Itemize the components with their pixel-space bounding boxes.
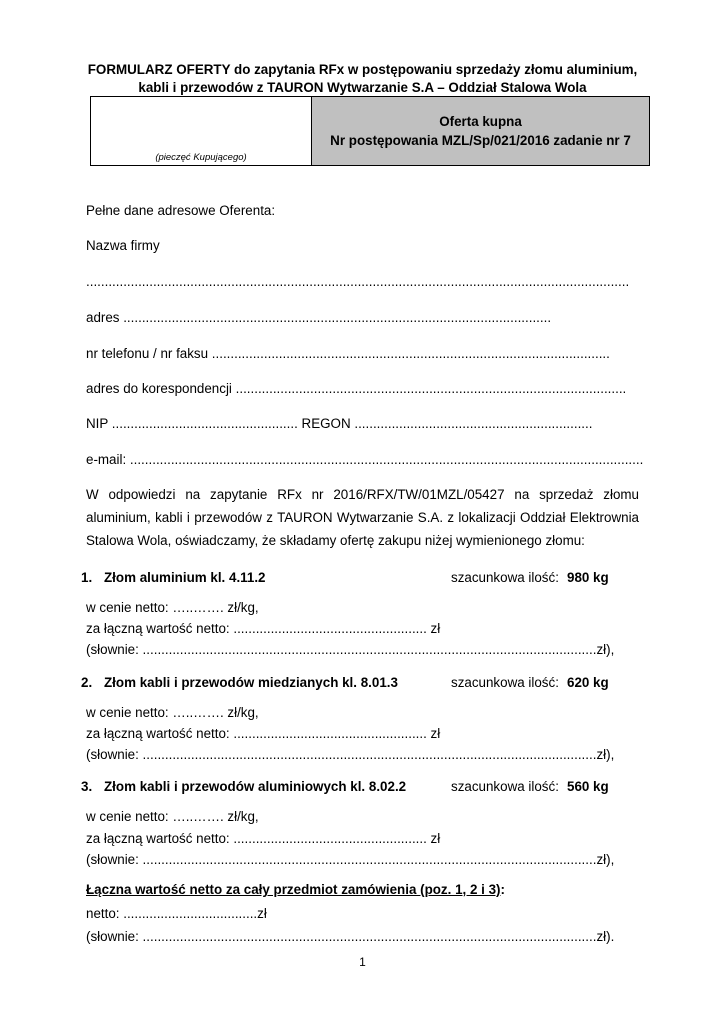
total-heading-colon: :: [500, 882, 505, 897]
item-1-name: Złom aluminium kl. 4.11.2: [104, 570, 266, 585]
item-3-qty-value: 560 kg: [567, 779, 609, 794]
intro-line-2: aluminium, kabli i przewodów z TAURON Wytwarzanie S.A. z lokalizacji Oddział Elektrownia: [86, 510, 639, 525]
page-number: 1: [359, 955, 366, 969]
total-net-field[interactable]: netto: ....................................zł: [86, 906, 267, 921]
item-1-qty-label: szacunkowa ilość:: [451, 570, 559, 585]
total-words-field[interactable]: (słownie: ..........................................................................................................................zł).: [86, 929, 615, 944]
company-name-field[interactable]: ..................................................................................................................................................: [86, 274, 630, 289]
item-3-name: Złom kabli i przewodów aluminiowych kl. 8.02.2: [104, 779, 407, 794]
buyer-stamp-cell: [91, 97, 312, 165]
item-1-number: 1.: [81, 570, 93, 585]
form-title-line-2: kabli i przewodów z TAURON Wytwarzanie S.A – Oddział Stalowa Wola: [138, 80, 587, 95]
email-field[interactable]: e-mail: ..........................................................................................................................................: [86, 452, 644, 467]
item-3-words-field[interactable]: (słownie: ..........................................................................................................................zł),: [86, 852, 615, 867]
form-title-line-1: FORMULARZ OFERTY do zapytania RFx w postępowaniu sprzedaży złomu aluminium,: [87, 62, 638, 77]
item-3-number: 3.: [81, 779, 93, 794]
correspondence-address-field[interactable]: adres do korespondencji .........................................................................................................: [86, 381, 627, 396]
item-2-total-field[interactable]: za łączną wartość netto: .................................................... zł: [86, 726, 441, 741]
item-2-qty-label: szacunkowa ilość:: [451, 675, 559, 690]
offer-type: Oferta kupna: [439, 114, 522, 129]
item-1-qty-value: 980 kg: [567, 570, 609, 585]
intro-line-1: W odpowiedzi na zapytanie RFx nr 2016/RFX/TW/01MZL/05427 na sprzedaż złomu: [86, 487, 639, 502]
total-heading-text: Łączna wartość netto za cały przedmiot zamówienia (poz. 1, 2 i 3): [86, 882, 501, 897]
item-3-qty-label: szacunkowa ilość:: [451, 779, 559, 794]
item-2-qty-value: 620 kg: [567, 675, 609, 690]
item-1-total-field[interactable]: za łączną wartość netto: .................................................... zł: [86, 621, 441, 636]
proceeding-number: Nr postępowania MZL/Sp/021/2016 zadanie nr 7: [330, 133, 631, 148]
item-3-total-field[interactable]: za łączną wartość netto: .................................................... zł: [86, 831, 441, 846]
item-1-words-field[interactable]: (słownie: ..........................................................................................................................zł),: [86, 642, 615, 657]
item-2-number: 2.: [81, 675, 93, 690]
address-heading: Pełne dane adresowe Oferenta:: [86, 203, 276, 218]
address-field[interactable]: adres ...................................................................................................................: [86, 310, 552, 325]
item-2-words-field[interactable]: (słownie: ..........................................................................................................................zł),: [86, 747, 615, 762]
phone-fax-field[interactable]: nr telefonu / nr faksu ...........................................................................................................: [86, 346, 610, 361]
company-name-label: Nazwa firmy: [86, 238, 160, 253]
intro-line-3: Stalowa Wola, oświadczamy, że składamy ofertę zakupu niżej wymienionego złomu:: [86, 533, 585, 548]
nip-regon-field[interactable]: NIP .................................................. REGON ................................................................: [86, 416, 593, 431]
offer-info-cell: [312, 97, 649, 165]
header-table: [90, 96, 650, 166]
total-heading: [86, 882, 505, 897]
stamp-caption: (pieczęć Kupującego): [155, 152, 247, 163]
item-3-price-field[interactable]: w cenie netto: …..……. zł/kg,: [86, 809, 259, 824]
item-2-name: Złom kabli i przewodów miedzianych kl. 8.01.3: [104, 675, 398, 690]
item-2-price-field[interactable]: w cenie netto: …..……. zł/kg,: [86, 705, 259, 720]
item-1-price-field[interactable]: w cenie netto: …..……. zł/kg,: [86, 600, 259, 615]
intro-paragraph: [86, 483, 639, 552]
